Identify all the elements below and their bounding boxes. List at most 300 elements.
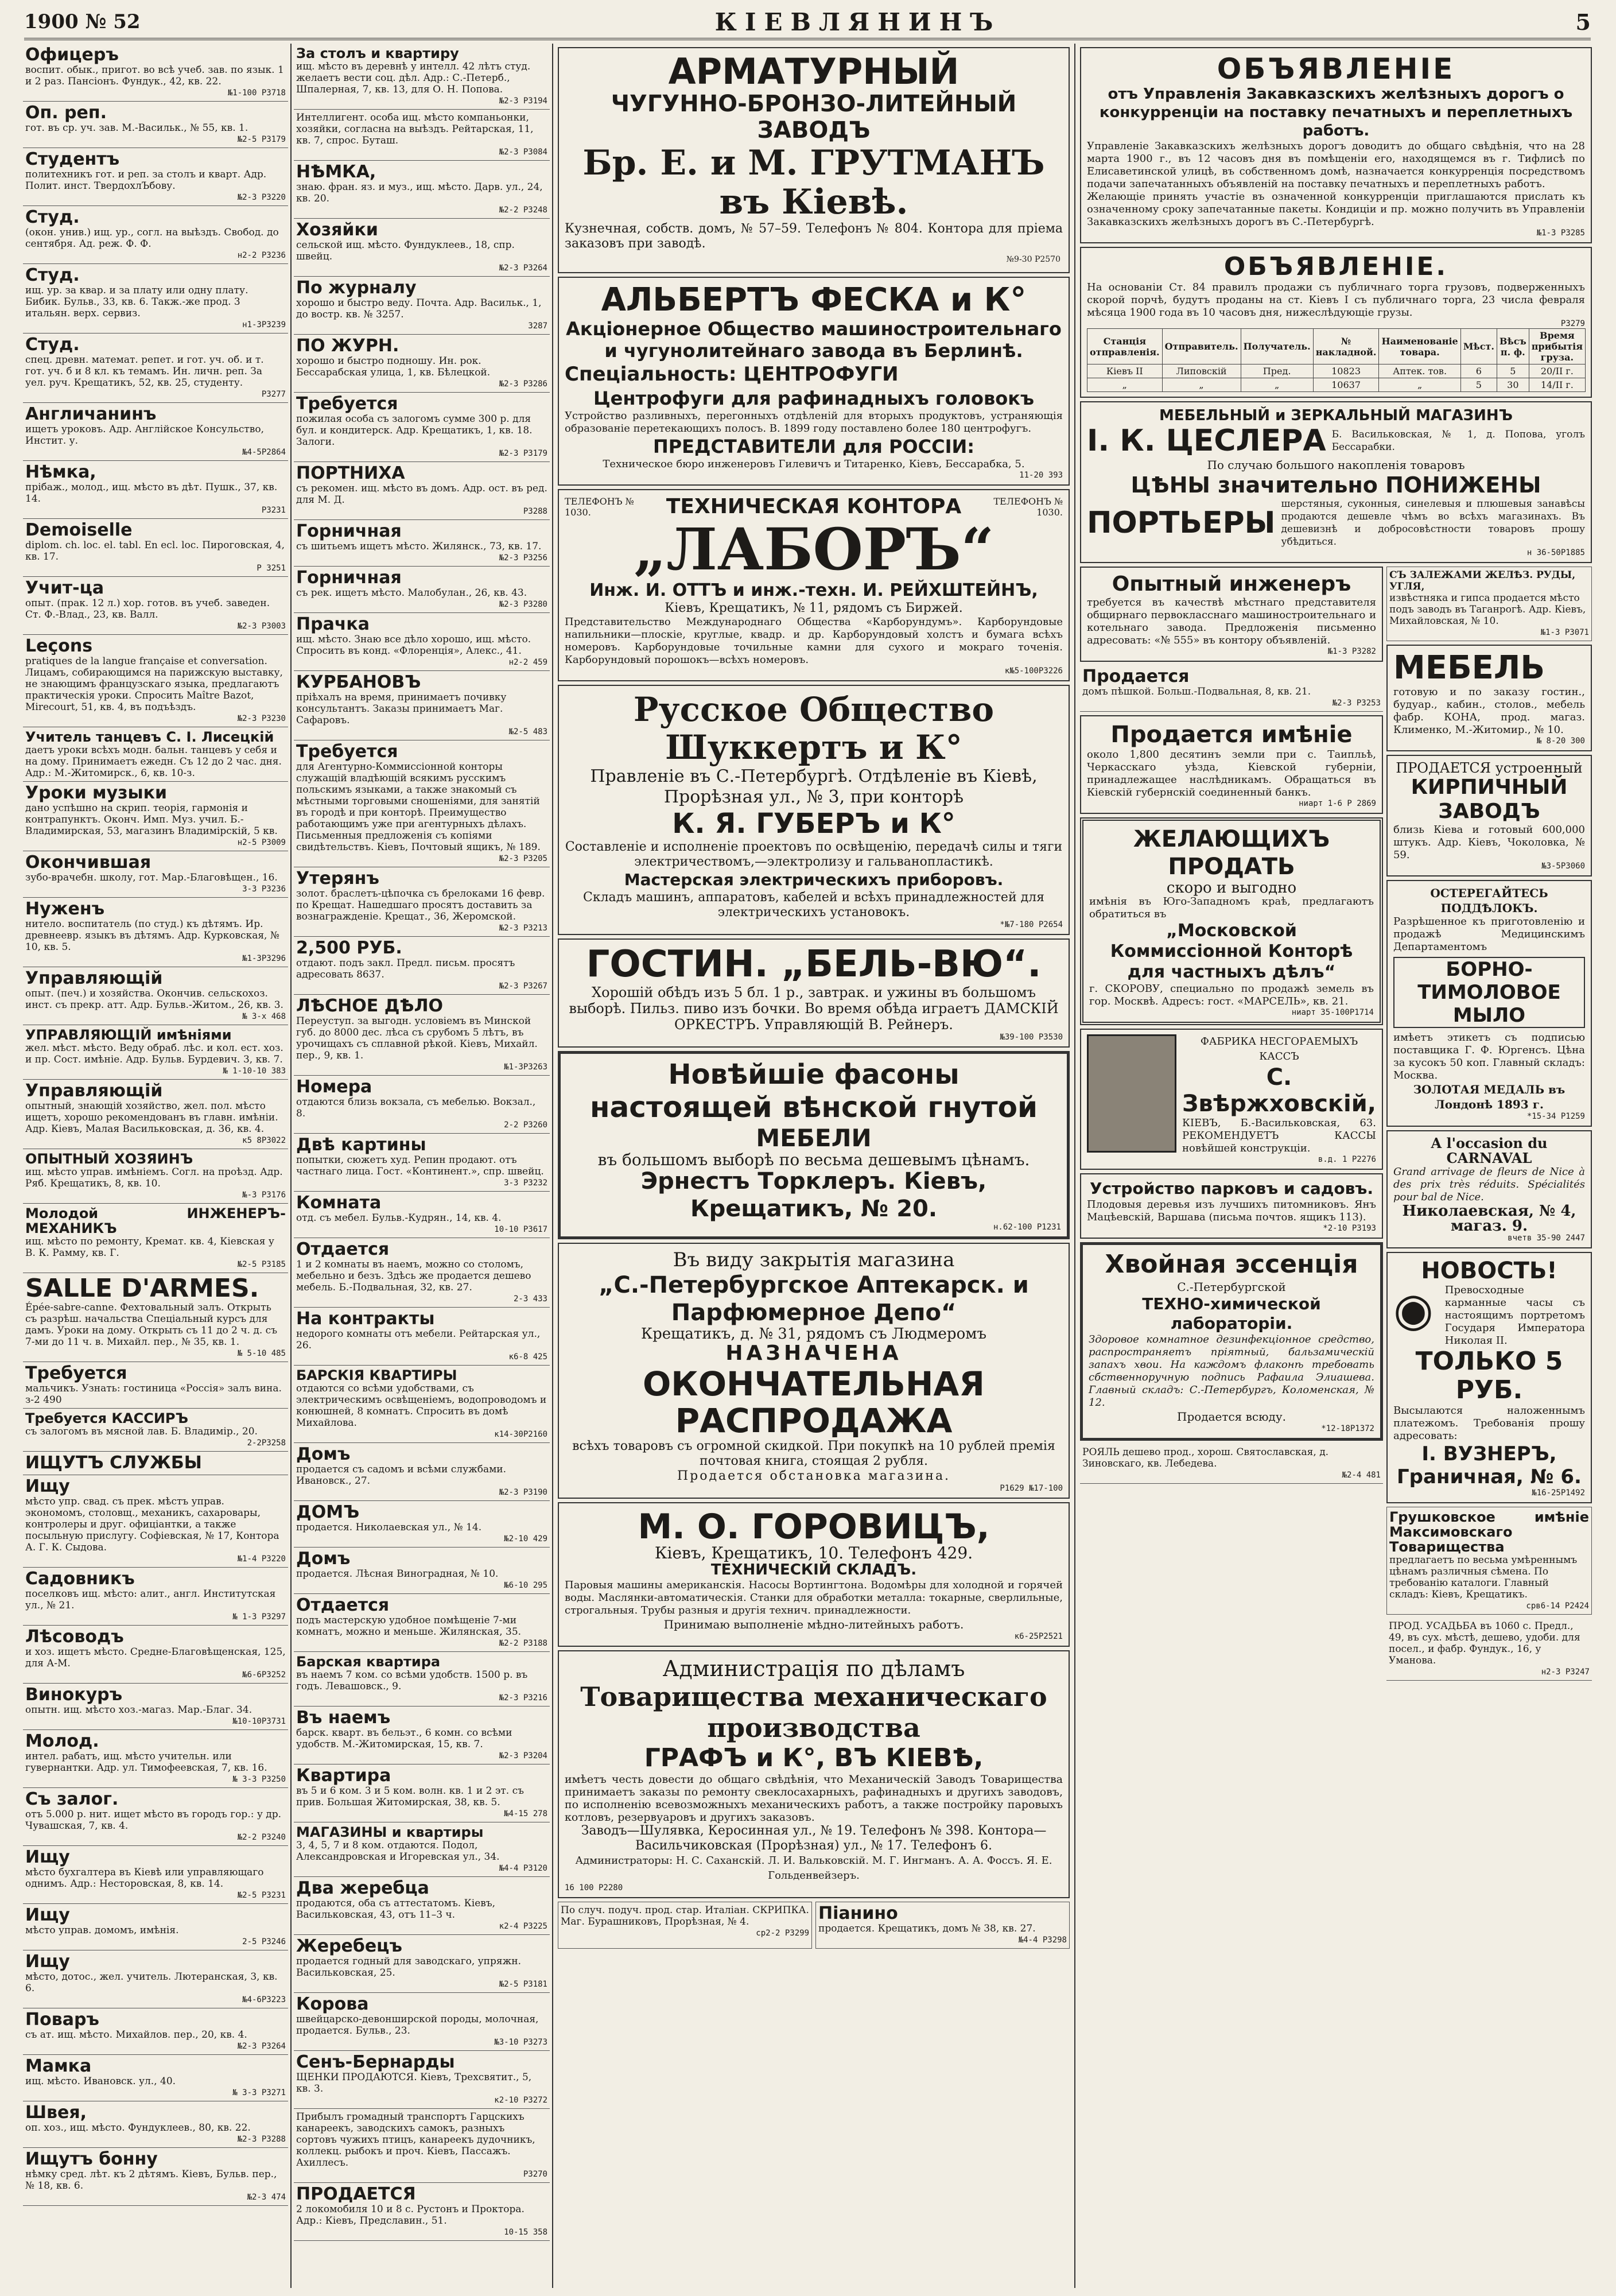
ad-ref: н.62-100 Р1231 — [993, 1223, 1061, 1232]
ad-text: попытки, сюжетъ худ. Репин продают. отъ частнаго лица. Гост. «Континент.», спр. швейц. — [296, 1154, 544, 1177]
table-cell: Пред. — [1241, 364, 1313, 378]
ad-text: хорошо и быстро подношу. Ин. рок. Бессарабская улица, 1, кв. Бѣлецкой. — [296, 355, 491, 378]
ad-text: 1 и 2 комнаты въ наемъ, можно со столомъ, мебельно и безъ. Здѣсь же продается дешево мебель. Б.-Подвальная, 32, кв. 27. — [296, 1259, 531, 1293]
ad-ref: №2-3 Р3205 — [499, 854, 547, 863]
ad-subheading: ЧУГУННО-БРОНЗО-ЛИТЕЙНЫЙ ЗАВОДЪ — [611, 91, 1017, 144]
classified-ad — [294, 335, 550, 393]
ad-text: поселковъ ищ. мѣсто: алит., англ. Институтская ул., № 21. — [25, 1588, 276, 1611]
ad-text: ищ. мѣсто управ. имѣніемъ. Согл. на проѣзд. Адр. Ряб. Крещатикъ, 8, кв. 10. — [25, 1166, 283, 1189]
ad-schuckert — [558, 685, 1070, 935]
display-ads-column-3 — [556, 44, 1072, 2288]
ad-text: пожилая особа съ залогомъ сумме 300 р. для бул. и кондитерск. Адр. Крещатикъ, 1, кв. 18. Залоги. — [296, 413, 533, 448]
classified-ad — [294, 1192, 550, 1238]
ad-text: гот. въ ср. уч. зав. М.-Васильк., № 55, кв. 1. — [25, 122, 248, 134]
ad-representatives: ПРЕДСТАВИТЕЛИ для РОССІИ: — [652, 436, 975, 457]
ad-text: нитело. воспитатель (по студ.) къ дѣтямъ. Ир. древнеевр. языкъ въ дѣтямъ. Адр. Курковская, № 10, кв. 5. — [25, 918, 279, 953]
ad-keyword: Требуется — [25, 1363, 127, 1383]
ad-text: съ шитьемъ ищетъ мѣсто. Жилянск., 73, кв. 17. — [296, 541, 542, 552]
ad-grushkovskoe — [1386, 1507, 1592, 1615]
classified-ad — [23, 1149, 288, 1204]
ad-heading: МЕБЕЛЬ — [1393, 649, 1545, 687]
ad-keyword: ПОРТНИХА — [296, 463, 405, 483]
ad-text: продаются, оба съ аттестатомъ. Кіевъ, Васильковская, 43, отъ 11–3 ч. — [296, 1898, 496, 1921]
ad-keyword: 2,500 РУБ. — [296, 938, 402, 958]
table-cell: 14/II г. — [1529, 378, 1585, 392]
ad-keyword: Demoiselle — [25, 520, 133, 540]
classified-ad — [294, 1076, 550, 1134]
ad-ref: *№7-180 Р2654 — [1000, 920, 1063, 929]
ad-text: продается. Лѣсная Виноградная, № 10. — [296, 1568, 499, 1580]
ad-sale-title: ОКОНЧАТЕЛЬНАЯ РАСПРОДАЖА — [643, 1364, 985, 1440]
ad-product: ПОРТЬЕРЫ — [1087, 506, 1276, 540]
classified-ad — [294, 1594, 550, 1652]
table-header-cell: № накладной. — [1313, 329, 1379, 364]
ad-keyword: Домъ — [296, 1549, 351, 1569]
classified-ad — [23, 44, 288, 102]
ad-sellers-wanted — [1080, 817, 1383, 1025]
ad-body: Разрѣшенное къ приготовленію и продажѣ Медицинскимъ Департаментомъ — [1393, 916, 1585, 953]
ad-keyword: Студ. — [25, 335, 80, 355]
classifieds-column-2 — [294, 44, 550, 2288]
ad-ref: №4-15 278 — [504, 1809, 547, 1818]
ad-safes-factory — [1080, 1029, 1383, 1170]
ad-text: съ залогомъ въ мясной лав. Б. Владимір., 20. — [25, 1426, 258, 1437]
ad-keyword: Молод. — [25, 1731, 99, 1751]
ad-keyword: Управляющій — [25, 1081, 163, 1101]
classified-ad — [23, 1904, 288, 1950]
ad-ref: №2-5 483 — [508, 727, 547, 736]
ad-text: съ ат. ищ. мѣсто. Михайлов. пер., 20, кв. 4. — [25, 2029, 247, 2041]
ad-heading: Хвойная эссенція — [1105, 1250, 1358, 1279]
ad-ref: №2-3 Р3280 — [499, 600, 547, 609]
ad-ref: №2-2 Р3188 — [499, 1639, 547, 1648]
ad-pine-essence — [1080, 1242, 1383, 1441]
ad-ref: 3-3 Р3232 — [504, 1178, 547, 1188]
ad-text: отъ 5.000 р. нит. ищет мѣсто въ городъ гор.: у др. Чувашская, 7, кв. 4. — [25, 1809, 281, 1832]
ad-heading: ОБЪЯВЛЕНІЕ — [1217, 52, 1455, 86]
ad-address: Крещатикъ, д. № 31, рядомъ съ Людмеромъ — [641, 1325, 986, 1343]
table-header-cell: Получатель. — [1241, 329, 1313, 364]
ad-body: около 1,800 десятинъ земли при с. Таипльѣ, Черкасскаго уѣзда, Кіевской губерніи, принадлежащее наслѣдникамъ. Обращаться въ Кіевскій губернскій соединенный банкъ. — [1087, 748, 1376, 798]
ad-body: Представительство Международнаго Общества «Карборундумъ». Карборундовые напильники—плоскіе, круглые, квадр. и др. Карборундовый холстъ и бумага всѣхъ номеровъ. Карборундовые точильные камни для сухого и мокраго точенія. Карборундовый порошокъ—всѣхъ номеровъ. — [565, 616, 1063, 666]
ad-keyword: Управляющій — [25, 968, 163, 988]
ad-address: Кіевъ, Крещатикъ, № 11, рядомъ съ Биржей. — [665, 601, 963, 615]
ad-subheading: С.-Петербургской — [1177, 1280, 1286, 1294]
ad-text: мальчикъ. Узнать: гостиница «Россія» залъ вина. з-2 490 — [25, 1383, 282, 1406]
classified-ad — [294, 44, 550, 110]
ad-ref: №4-4 Р3120 — [499, 1864, 547, 1873]
ad-cargo-auction — [1080, 247, 1592, 398]
ad-text: По случ. подуч. прод. стар. Италіан. СКРИПКА. Маг. Бурашниковъ, Прорѣзная, № 4. — [561, 1905, 809, 1927]
ad-keyword: Горничная — [296, 521, 402, 541]
ad-heading: ФАБРИКА НЕСГОРАЕМЫХЪ КАССЪ — [1200, 1035, 1358, 1062]
classified-ad — [23, 1452, 288, 1475]
ad-keyword: Требуется — [296, 742, 398, 762]
ad-ref: № 1-3 Р3297 — [232, 1612, 286, 1622]
classified-ad — [23, 1362, 288, 1409]
ad-keyword: ИЩУТЪ СЛУЖБЫ — [25, 1453, 202, 1473]
classified-ad — [294, 1822, 550, 1877]
ad-text: отдаются со всѣми удобствами, съ электрическимъ освѣщеніемъ, водопроводомъ и конюшней, 8 комнатъ. Спросить въ домѣ Михайлова. — [296, 1383, 547, 1429]
ad-keyword: Учит-ца — [25, 578, 104, 598]
ad-heading: ПРОДАЕТСЯ устроенный — [1396, 760, 1583, 776]
ad-keyword: Офицеръ — [25, 45, 119, 65]
ad-body: въ большомъ выборѣ по весьма дешевымъ цѣнамъ. — [597, 1150, 1030, 1169]
ad-text: отдают. подъ закл. Предл. письм. просятъ адресовать 8637. — [296, 957, 515, 980]
ad-ref: №1-4 Р3220 — [237, 1554, 286, 1564]
ad-keyword: Квартира — [296, 1766, 391, 1786]
ad-torkler-furniture — [558, 1051, 1070, 1239]
table-row — [1087, 364, 1586, 378]
classified-ad — [294, 393, 550, 462]
ad-text: 3, 4, 5, 7 и 8 ком. отдаются. Подол, Александровская и Игоревская ул., 34. — [296, 1840, 500, 1863]
classified-ad — [23, 403, 288, 461]
ad-heading: Устройство парковъ и садовъ. — [1090, 1179, 1373, 1198]
ad-text: воспит. обык., пригот. во всѣ учеб. зав. по язык. 1 и 2 раз. Пансіонъ. Фундук., 42, кв. 22. — [25, 64, 284, 87]
table-cell: „ — [1087, 378, 1163, 392]
ad-ref: Р 3251 — [257, 564, 286, 573]
classified-ad — [23, 2008, 288, 2055]
ad-keyword: Требуется КАССИРЪ — [25, 1410, 189, 1426]
table-cell: 20/II г. — [1529, 364, 1585, 378]
ad-body-2: Высылаются наложеннымъ платежомъ. Требованія прошу адресовать: — [1393, 1405, 1585, 1442]
ad-ref: №2-3 Р3220 — [237, 193, 286, 202]
classified-ad — [294, 1443, 550, 1501]
ad-administrators: Администраторы: Н. С. Саханскій. Л. И. Вальковскій. М. Г. Ингманъ. А. А. Фоссъ. Я. Е. Гольденвейзеръ. — [575, 1855, 1052, 1882]
ad-ref: ниарт 35-100Р1714 — [1291, 1008, 1374, 1017]
ad-ref: к2-10 Р3272 — [494, 2096, 547, 2105]
column-rule — [290, 44, 292, 2288]
column-rule — [1074, 44, 1075, 2288]
ad-body: Кузнечная, собств. домъ, № 57–59. Телефонъ № 804. Контора для пріема заказовъ при заводѣ. — [565, 222, 1063, 251]
ad-text: опытн. ищ. мѣсто хоз.-магаз. Мар.-Благ. 34. — [25, 1704, 252, 1716]
classified-ad — [294, 613, 550, 671]
ad-address: Техническое бюро инженеровъ Гилевичъ и Титаренко, Кіевъ, Бессарабка, 5. — [603, 458, 1025, 470]
ad-heading: НОВОСТЬ! — [1421, 1258, 1557, 1284]
ad-subheading: Правленіе въ С.-Петербургѣ. Отдѣленіе въ Кіевѣ, — [590, 766, 1038, 786]
ad-text: политехникъ гот. и реп. за столъ и кварт. Адр. Полит. инст. ТвердохлЪбову. — [25, 169, 267, 192]
ad-text: нѣмку сред. лѣт. къ 2 дѣтямъ. Кіевъ, Бульв. пер., № 18, кв. 6. — [25, 2169, 277, 2192]
ad-ref: №39-100 Р3530 — [1000, 1033, 1063, 1042]
classified-ad — [294, 1134, 550, 1192]
ad-text: мѣсто управ. домомъ, имѣнія. — [25, 1925, 179, 1936]
ad-gorovits — [558, 1502, 1070, 1647]
ad-keyword: Ищу — [25, 1476, 70, 1496]
ad-heading: Администрація по дѣламъ — [662, 1656, 965, 1681]
ad-house-sale — [1080, 665, 1383, 712]
ad-ref: Р3288 — [523, 507, 547, 516]
ad-piano — [815, 1902, 1070, 1949]
table-cell: „ — [1162, 378, 1241, 392]
ad-keyword: Студ. — [25, 265, 80, 285]
ad-ref: №2-3 Р3003 — [237, 622, 286, 631]
display-ads-column-4 — [1078, 44, 1594, 2288]
ad-body: Здоровое комнатное дезинфекціонное средство, распространяетъ пріятный, бальзамическій запахъ хвои. На каждомъ флаконѣ требовать сбственноручную подпись Рафаила Элиашева. Главный складъ: С.-Петербургъ, Коломенская, № 12. — [1089, 1333, 1374, 1409]
ad-text: барск. кварт. въ бельэт., 6 комн. со всѣми удобств. М.-Житомирская, 15, кв. 7. — [296, 1727, 512, 1750]
ad-keyword: Швея, — [25, 2103, 87, 2123]
table-cell: 6 — [1460, 364, 1497, 378]
ad-ref: н2-2 Р3236 — [237, 251, 286, 260]
ad-furniture-klimenko — [1386, 645, 1592, 751]
classified-ad — [23, 967, 288, 1025]
ad-estate-plot — [1386, 1618, 1592, 1681]
ad-ref: н1-3Р3239 — [242, 320, 286, 329]
ad-text: оп. хоз., ищ. мѣсто. Фундуклеев., 80, кв. 22. — [25, 2122, 251, 2134]
table-header-cell: Вѣсъ п. ф. — [1497, 329, 1529, 364]
ad-body: Превосходные карманные часы съ настоящимъ портретомъ Государя Императора Николая II. — [1444, 1284, 1585, 1347]
ad-body-2: Желающіе принять участіе въ означенной конкурренціи приглашаются прислать къ означенному сроку запечатанные пакеты. Кондиціи и пр. можно получить въ Управленіи Закавказскихъ желѣзныхъ дорогъ въ С.-Петербургѣ. — [1087, 191, 1585, 228]
ad-ref: №2-3 Р3264 — [499, 263, 547, 273]
ad-text: пріѣхалъ на время, принимаетъ почивку консультантъ. Заказы принимаетъ Маг. Сафаровъ. — [296, 692, 507, 726]
ad-keyword: Студ. — [25, 207, 80, 227]
ad-keyword: Лѣсоводъ — [25, 1627, 124, 1647]
classified-ad — [23, 461, 288, 519]
ad-heading: Въ виду закрытія магазина — [673, 1248, 955, 1271]
ad-text: ищ. мѣсто въ деревнѣ у интелл. 42 лѣтъ студ. желаетъ вести соц. дѣл. Адр.: С.-Петерб., Шпалерная, 7, кв. 13, для О. Н. Попова. — [296, 61, 531, 95]
classified-ad — [294, 219, 550, 277]
ad-text: Прибылъ громадный транспортъ Гарцскихъ канареекъ, заводскихъ самокъ, разныхъ сортовъ чужихъ птицъ, канареекъ дудочникъ, коллекц. рыбокъ и проч. Кіевъ, Пассажъ. Ахиллесъ. — [296, 2111, 535, 2169]
ad-ref: № 8-20 300 — [1536, 736, 1585, 746]
ad-estate-sale — [1080, 715, 1383, 814]
ad-keyword: Хозяйки — [296, 220, 378, 240]
ad-body: близь Кіева и готовый 600,000 штукъ. Адр. Кіевъ, Чоколовка, № 59. — [1393, 824, 1585, 861]
ad-ref: №2-5 Р3185 — [237, 1260, 286, 1269]
classified-ad — [23, 1788, 288, 1846]
ad-ref: 10-10 Р3617 — [494, 1225, 547, 1234]
ad-text: зубо-врачебн. школу, гот. Мар.-Благовѣщен., 16. — [25, 872, 278, 883]
ad-text: продается. Крещатикъ, домъ № 38, кв. 27. — [818, 1923, 1036, 1934]
ad-text: недорого комнаты отъ мебели. Рейтарская ул., 26. — [296, 1328, 541, 1351]
ad-text: опыт. (прак. 12 л.) хор. готов. въ учеб. заведен. Ст. Ф.-Влад., 23, кв. Валл. — [25, 598, 270, 620]
ad-phone: ТЕЛЕФОНЪ № 1030. — [993, 495, 1063, 518]
ad-text: интел. рабатъ, ищ. мѣсто учительн. или гувернантки. Адр. ул. Тимофеевская, 7, кв. 16. — [25, 1751, 267, 1774]
ad-company: „ЛАБОРЪ“ — [633, 515, 995, 583]
ad-keyword: Двѣ картины — [296, 1135, 426, 1155]
ad-agent: К. Я. ГУБЕРЪ и К° — [672, 808, 955, 840]
classified-ad — [23, 333, 288, 403]
ad-text: Épée-sabre-canne. Фехтовальный залъ. Открыть съ разрѣш. начальства Спеціальный курсъ для дамъ. Уроки на дому. Открыть съ 11 до 2 ч. д. съ 7-ми до 11 ч. в. Михайл. пер., № 35, кв. 1. — [25, 1302, 278, 1348]
ad-text: для Агентурно-Коммиссіонной конторы служащій владѣющій всякимъ русскимъ польскимъ языками, а также знакомый съ мѣстными торговыми сношеніями, для занятій въ городѣ и при конторѣ. Преимущество работающимъ уже при агентурныхъ дѣлахъ. Письменныя предложенія съ копіями свидѣтельствъ. Кіевъ, Почтовый ящикъ, № 189. — [296, 761, 541, 853]
table-cell: 30 — [1497, 378, 1529, 392]
ad-keyword: ПО ЖУРН. — [296, 336, 399, 356]
ad-ref: №4-5Р2864 — [242, 448, 286, 457]
classified-ad — [294, 1707, 550, 1764]
cargo-table — [1087, 328, 1586, 392]
ad-ref: №2-3 Р3288 — [237, 2135, 286, 2144]
ad-text: отд. съ мебел. Бульв.-Кудрян., 14, кв. 4. — [296, 1212, 502, 1224]
ad-ref: 2-5 Р3246 — [242, 1937, 286, 1946]
ad-note: Продается обстановка магазина. — [677, 1469, 951, 1483]
ad-subheading: ТЕХНИЧЕСКІЙ СКЛАДЪ. — [710, 1561, 917, 1578]
ad-address: Кіевъ, Крещатикъ, 10. Телефонъ 429. — [654, 1543, 973, 1562]
classified-ad — [23, 1730, 288, 1788]
ad-text: съ рек. ищетъ мѣсто. Малобулан., 26, кв. 43. — [296, 587, 527, 599]
ad-carnaval-flowers — [1386, 1130, 1592, 1248]
ad-body: Составленіе и исполненіе проектовъ по освѣщенію, передачѣ силы и тяги электричествомъ,—электролизу и гальванопластикѣ. — [565, 840, 1063, 869]
ad-keyword: КУРБАНОВЪ — [296, 672, 421, 692]
ad-address: Заводъ—Шулявка, Керосинная ул., № 19. Телефонъ № 398. Контора—Васильчиковская (Прорѣзная) ул., № 17. Телефонъ 6. — [581, 1824, 1047, 1853]
ad-body-2: имѣетъ этикетъ съ подписью поставщика Г. Ф. Юргенсъ. Цѣна за кусокъ 50 коп. Главный складъ: Москва. — [1393, 1031, 1585, 1081]
table-header-cell: Отправитель. — [1162, 329, 1241, 364]
ad-keyword: УПРАВЛЯЮЩІЙ имѣніями — [25, 1027, 232, 1043]
ad-text: ищ. ур. за квар. и за плату или одну плату. Бибик. Бульв., 33, кв. 6. Такж.-же прод. 3 итальян. верх. сервиз. — [25, 285, 248, 319]
classified-ad — [294, 2183, 550, 2241]
ad-ref: №2-3 Р3267 — [499, 982, 547, 991]
table-cell: 5 — [1497, 364, 1529, 378]
ad-text: ЩЕНКИ ПРОДАЮТСЯ. Кіевъ, Трехсвятит., 5, кв. 3. — [296, 2072, 532, 2095]
ad-company: „Московской Коммиссіонной Конторѣ для частныхъ дѣлъ“ — [1110, 921, 1353, 982]
ad-heading: ОБЪЯВЛЕНІЕ. — [1223, 252, 1448, 281]
ad-feska — [558, 277, 1070, 486]
ad-company: Бр. Е. и М. ГРУТМАНЪ въ Кіевѣ. — [582, 143, 1045, 222]
ad-body: всѣхъ товаровъ съ огромной скидкой. При покупкѣ на 10 рублей премія почтовая книга, стоящая 2 рубля. — [572, 1439, 1055, 1468]
ad-ref: 16 100 Р2280 — [565, 1883, 623, 1892]
table-cell: Липовскій — [1162, 364, 1241, 378]
ad-ref: к5 8Р3022 — [242, 1136, 286, 1145]
ad-ref: Р3270 — [523, 2170, 547, 2179]
ad-ref: к6-8 425 — [508, 1352, 547, 1362]
ad-ref: №2-3 Р3216 — [499, 1693, 547, 1702]
ad-text: домъ пѣшкой. Больш.-Подвальная, 8, кв. 21. — [1082, 686, 1311, 697]
classified-ad — [294, 1993, 550, 2051]
ad-text: РОЯЛЬ дешево прод., хорош. Святославская, д. Зиновскаго, кв. Лебедева. — [1082, 1446, 1329, 1469]
ad-subheading: отъ Управленія Закавказскихъ желѣзныхъ дорогъ о конкурренціи на поставку печатныхъ и переплетныхъ работъ. — [1099, 86, 1573, 139]
table-cell: „ — [1379, 378, 1460, 392]
ad-keyword: Ищу — [25, 1952, 70, 1972]
classified-ad — [294, 2051, 550, 2109]
ad-body: Grand arrivage de fleurs de Nice à des prix très réduits. Spécialités pour bal de Nice. — [1393, 1166, 1585, 1203]
table-header-cell: Станція отправленія. — [1087, 329, 1163, 364]
ad-ref: № 3-3 Р3250 — [232, 1775, 286, 1784]
ad-text: жел. мѣст. мѣсто. Веду обраб. лѣс. и кол. ест. хоз. и пр. Сост. имѣніе. Адр. Бульв. Бурдевич. 3, кв. 7. — [25, 1042, 283, 1065]
ad-ref: №2-3 Р3264 — [237, 2042, 286, 2051]
ad-ref: №4-6Р3223 — [242, 1995, 286, 2004]
classified-ad — [294, 1877, 550, 1935]
ad-address: Прорѣзная ул., № 3, при конторѣ — [663, 787, 964, 807]
ad-phone: ТЕЛЕФОНЪ № 1030. — [565, 495, 634, 518]
ad-ref: №2-4 481 — [1342, 1471, 1381, 1480]
ad-ref: 10-15 358 — [504, 2228, 547, 2237]
ad-keyword: Горничная — [296, 568, 402, 588]
ad-ref: №2-3 Р3084 — [499, 148, 547, 157]
classified-ad — [294, 937, 550, 995]
ad-price-notice: ЦѢНЫ значительно ПОНИЖЕНЫ — [1131, 472, 1541, 498]
ad-company: I. К. ЦЕСЛЕРА — [1087, 424, 1326, 458]
ad-text: опытный, знающій хозяйство, жел. пол. мѣсто ищетъ, хорошо рекомендованъ въ главн. имѣніи. Адр. Кіевъ, Малая Васильковская, д. 36, кв. 4. — [25, 1100, 278, 1135]
classifieds-column-1 — [23, 44, 288, 2288]
ad-ref: №2-2 Р3248 — [499, 205, 547, 215]
classified-ad — [23, 148, 288, 206]
ad-keyword: Уроки музыки — [25, 783, 168, 803]
classified-ad — [23, 1950, 288, 2008]
ad-ref: к14-30Р2160 — [494, 1430, 547, 1439]
ad-ref: Р3277 — [261, 390, 286, 399]
ad-keyword: ЛѢСНОЕ ДѢЛО — [296, 996, 444, 1016]
ad-ore-land — [1386, 567, 1592, 641]
ad-ref: №2-3 Р3190 — [499, 1488, 547, 1497]
ad-watch-novelty — [1386, 1252, 1592, 1503]
ad-keyword: ПРОДАЕТСЯ — [296, 2184, 416, 2204]
ad-ref: ниарт 1-6 Р 2869 — [1299, 799, 1376, 808]
ad-subheading: скоро и выгодно — [1166, 879, 1297, 897]
ad-ref: н2-3 Р3247 — [1541, 1667, 1590, 1677]
ad-keyword: Окончившая — [25, 852, 152, 872]
ad-text: diplom. ch. loc. el. tabl. En ecl. loc. Пироговская, 4, кв. 17. — [25, 540, 285, 563]
ad-hotel-bellevue — [558, 938, 1070, 1048]
ad-subheading: Акціонерное Общество машиностроительнаго и чугунолитейнаго завода въ Берлинѣ. — [566, 318, 1062, 362]
ad-ref: №1-3Р3263 — [504, 1062, 547, 1072]
ad-ref: №1-3Р3296 — [242, 954, 286, 963]
ad-ref: к6-25Р2521 — [1014, 1632, 1063, 1641]
ad-ref: №2-5 Р3181 — [499, 1980, 547, 1989]
ad-keyword: Ищутъ бонну — [25, 2149, 158, 2169]
classified-ad — [23, 1626, 288, 1684]
ad-ref: Р3231 — [261, 506, 286, 515]
ad-ref: №2-5 Р3231 — [237, 1891, 286, 1900]
ad-keyword: По журналу — [296, 278, 417, 298]
ad-keyword: Корова — [296, 1994, 369, 2014]
ad-text: золот. браслетъ-цѣпочка съ брелоками 16 февр. по Крещат. Нашедшаго просятъ доставить за вознагражденіе. Крещат., 36, Жеромской. — [296, 888, 545, 922]
ad-ref: н 36-50Р1885 — [1526, 548, 1585, 557]
ad-keyword: Утерянъ — [296, 868, 379, 889]
ad-ref: №10-10Р3731 — [232, 1717, 286, 1726]
ad-ref: № 1-10-10 383 — [223, 1066, 286, 1076]
ad-keyword: Оп. реп. — [25, 103, 107, 123]
ad-ref: Р1629 №17-100 — [1000, 1484, 1063, 1493]
classified-ad — [23, 1846, 288, 1904]
ad-text: подъ мастерскую удобное помѣщеніе 7-ми комнатъ, можно и меньше. Жилянская, 35. — [296, 1615, 522, 1638]
column-rule — [552, 44, 553, 2288]
ad-ref: №2-3 Р3256 — [499, 553, 547, 563]
ad-heading: ЖЕЛАЮЩИХЪ ПРОДАТЬ — [1133, 826, 1330, 880]
classified-ad — [294, 1366, 550, 1443]
ad-keyword: Отдается — [296, 1239, 390, 1259]
ad-ref: *15-34 Р1259 — [1526, 1112, 1585, 1121]
ad-company: I. ВУЗНЕРЪ, Граничная, № 6. — [1397, 1442, 1582, 1488]
ad-keyword: Садовникъ — [25, 1569, 135, 1589]
ad-ref: №16-25Р1492 — [1532, 1488, 1585, 1498]
ad-keyword: Молодой ИНЖЕНЕРЪ-МЕХАНИКЪ — [25, 1205, 286, 1236]
ad-ref: вчетв 35-90 2447 — [1508, 1234, 1585, 1243]
ad-owners: Инж. И. ОТТЪ и инж.-техн. И. РЕЙХШТЕЙНЪ, — [589, 580, 1038, 600]
ad-heading: СЪ ЗАЛЕЖАМИ ЖЕЛѢЗ. РУДЫ, УГЛЯ, — [1389, 569, 1576, 592]
ad-body: На основаніи Ст. 84 правилъ продажи съ публичнаго торга грузовъ, подверженныхъ скорой порчѣ, будутъ проданы на ст. Кіевъ I съ публичнаго торга, 23 числа февраля мѣсяца 1900 года въ 10 часовъ дня, нижеслѣдующіе грузы. — [1087, 281, 1585, 319]
ad-ref: №2-2 Р3240 — [237, 1833, 286, 1842]
ad-ref: н2-5 Р3009 — [237, 838, 286, 847]
classified-ad — [23, 577, 288, 635]
ad-text: Интеллигент. особа ищ. мѣсто компаньонки, хозяйки, согласна на выѣздъ. Рейтарская, 11, кв. 7, спрос. Буташ. — [296, 112, 534, 146]
ad-text: дано успѣшно на скрип. теорія, гармонія и контрапунктъ. Оконч. Имп. Муз. учил. Б.-Владимирская, 53, магазинъ Владимірскій, 5 кв. — [25, 802, 278, 837]
ad-ref: 11-20 393 — [1019, 471, 1063, 480]
classified-ad — [294, 1238, 550, 1308]
ad-heading: Грушковское имѣніе Максимовскаго Товарищества — [1389, 1509, 1589, 1555]
ad-keyword: Жеребецъ — [296, 1936, 402, 1956]
ad-ref: 3287 — [528, 321, 547, 331]
ad-keyword: НѢМКА, — [296, 162, 376, 182]
ad-text: (окон. унив.) ищ. ур., согл. на выѣздъ. Свобод. до сентября. Ад. реж. Ф. Ф. — [25, 227, 279, 250]
ad-text: pratiques de la langue française et conversation. Лицамъ, собирающимся на парижскую выставку, не знающимъ французскаго языка, предлагаютъ практическія уроки. Спросить Maître Bazot, Mirecourt, 51, кв. 4, въ подъѣздъ. — [25, 656, 283, 713]
ad-keyword: За столъ и квартиру — [296, 45, 459, 61]
ad-keyword: Студентъ — [25, 149, 120, 169]
classified-ad — [23, 1475, 288, 1568]
ad-ref: №2-3 Р3179 — [499, 449, 547, 458]
ad-heading: ТЕХНИЧЕСКАЯ КОНТОРА — [666, 495, 962, 518]
classified-ad — [294, 520, 550, 567]
classified-ad — [23, 898, 288, 967]
ad-keyword: Ищу — [25, 1847, 70, 1867]
classified-ad — [294, 110, 550, 161]
ad-keyword: Съ залог. — [25, 1789, 119, 1809]
